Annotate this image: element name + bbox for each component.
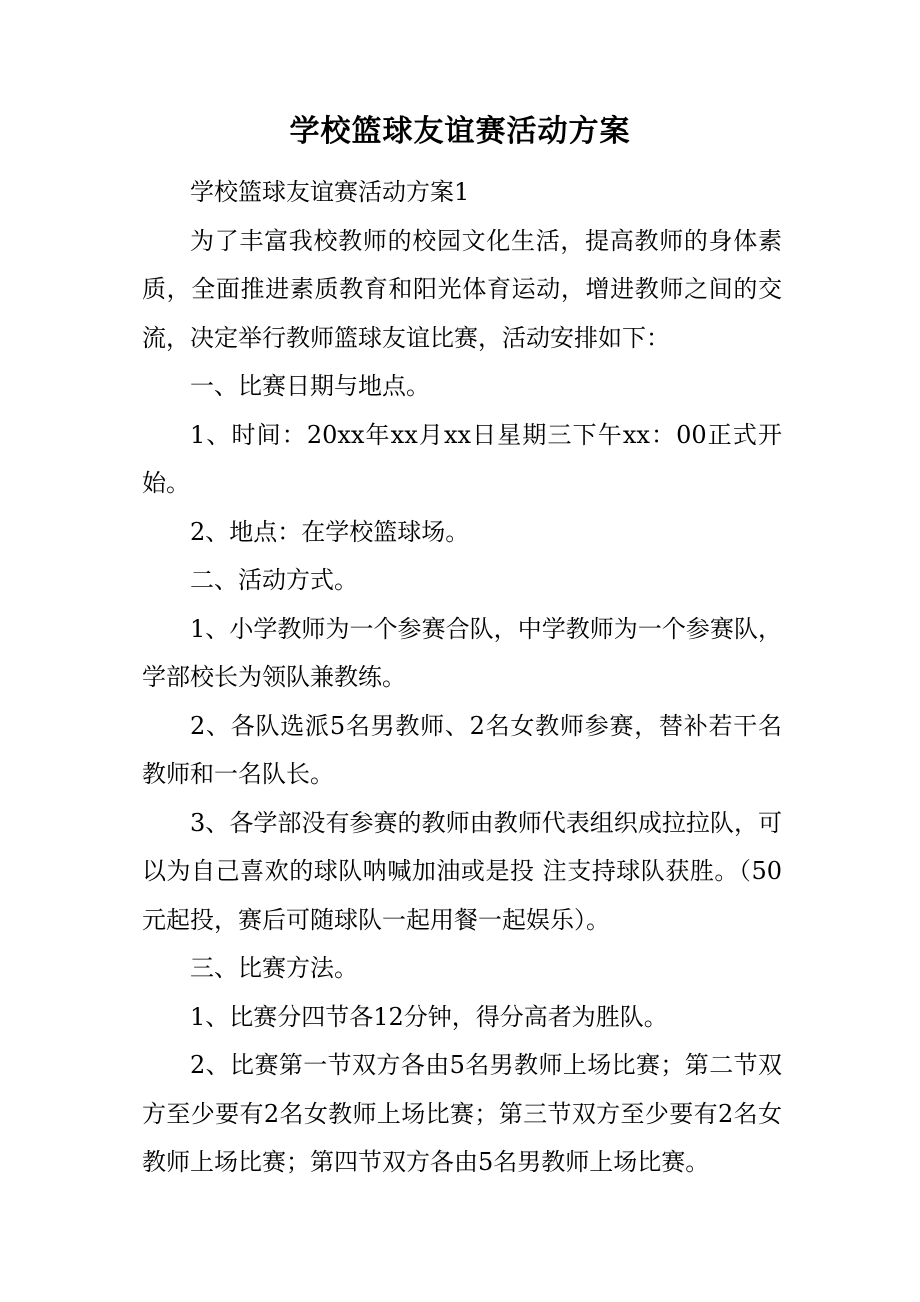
section-heading: 二、活动方式。 (190, 566, 358, 594)
section-heading: 学校篮球友谊赛活动方案1 (190, 178, 470, 206)
list-item: 2、比赛第一节双方各由5名男教师上场比赛；第二节双方至少要有2名女教师上场比赛；第三节双方至少要有2名女教师上场比赛；第四节双方各由5名男教师上场比赛。 (142, 1051, 782, 1176)
list-item: 1、小学教师为一个参赛合队，中学教师为一个参赛队，学部校长为领队兼教练。 (142, 614, 782, 691)
list-item: 2、各队选派5名男教师、2名女教师参赛，替补若干名教师和一名队长。 (142, 711, 782, 788)
list-item: 2、地点：在学校篮球场。 (190, 517, 470, 546)
document-title: 学校篮球友谊赛活动方案 (289, 114, 631, 149)
intro-paragraph: 为了丰富我校教师的校园文化生活，提高教师的身体素质，全面推进素质教育和阳光体育运动，增进教师之间的交流，决定举行教师篮球友谊比赛，活动安排如下： (142, 226, 782, 352)
list-item: 1、时间：20xx年xx月xx日星期三下午xx：00正式开始。 (142, 420, 782, 497)
document-body (142, 168, 782, 1187)
list-item: 3、各学部没有参赛的教师由教师代表组织成拉拉队，可以为自己喜欢的球队呐喊加油或是投 注支持球队获胜。（50元起投，赛后可随球队一起用餐一起娱乐）。 (142, 808, 782, 934)
list-item: 1、比赛分四节各12分钟，得分高者为胜队。 (190, 1002, 668, 1031)
section-heading: 一、比赛日期与地点。 (190, 372, 430, 400)
section-heading: 三、比赛方法。 (190, 954, 358, 982)
